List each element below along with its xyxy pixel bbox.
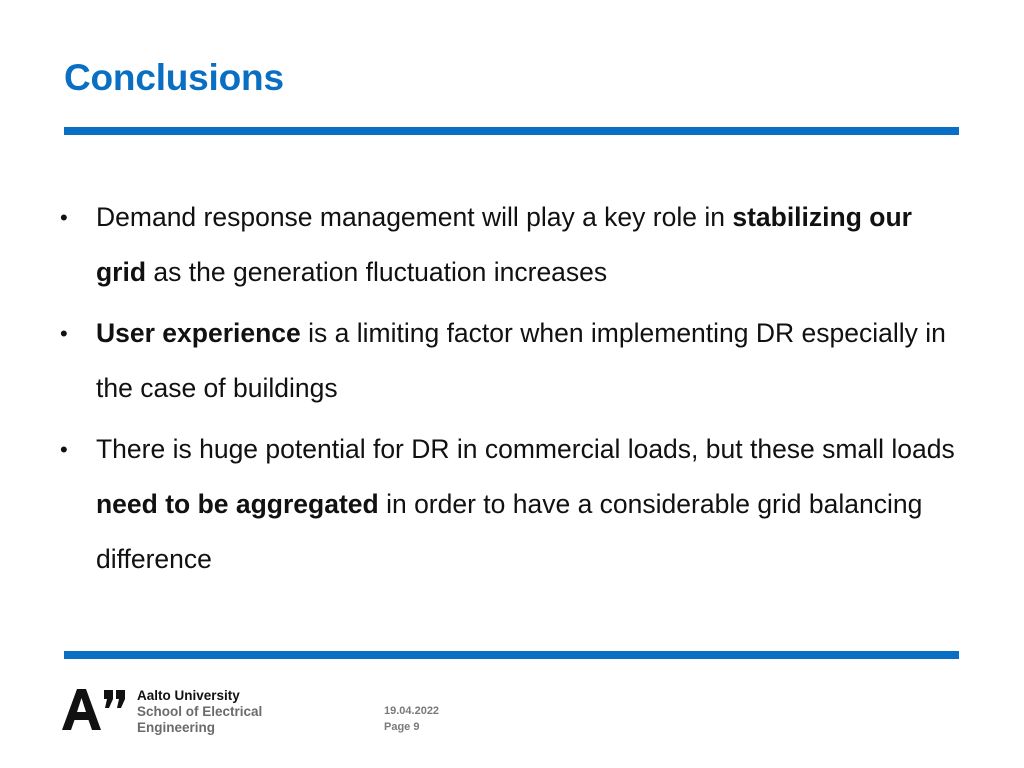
bullet-list — [56, 190, 956, 593]
bullet-marker: • — [60, 437, 68, 462]
bullet-marker: • — [60, 205, 68, 230]
school-name-line2: Engineering — [137, 720, 216, 735]
bullet-text-emphasis: User experience — [96, 318, 301, 348]
bullet-item — [56, 190, 956, 300]
bullet-text: There is huge potential for DR in commercial loads, but these small loads — [96, 434, 955, 464]
title-divider — [64, 127, 959, 135]
footer-divider — [64, 651, 959, 659]
bullet-text: Demand response management will play a key role in — [96, 202, 733, 232]
university-name: Aalto University — [137, 688, 240, 703]
bullet-text-emphasis: stabilizing our grid — [96, 202, 912, 287]
bullet-item — [56, 422, 956, 587]
page-number: Page 9 — [384, 721, 420, 733]
institution-block — [137, 688, 262, 736]
bullet-item — [56, 306, 956, 416]
bullet-text: as the generation fluctuation increases — [146, 257, 608, 287]
school-name-line1: School of Electrical — [137, 704, 263, 719]
bullet-text-emphasis: need to be aggregated — [96, 489, 379, 519]
slide-meta — [384, 703, 439, 735]
bullet-text: in order to have a considerable grid balancing difference — [96, 489, 923, 574]
aalto-logo-icon — [62, 688, 128, 732]
bullet-text: is a limiting factor when implementing DR especially in the case of buildings — [96, 318, 946, 403]
slide-title: Conclusions — [64, 57, 284, 98]
bullet-marker: • — [60, 321, 68, 346]
slide-date: 19.04.2022 — [384, 705, 440, 717]
